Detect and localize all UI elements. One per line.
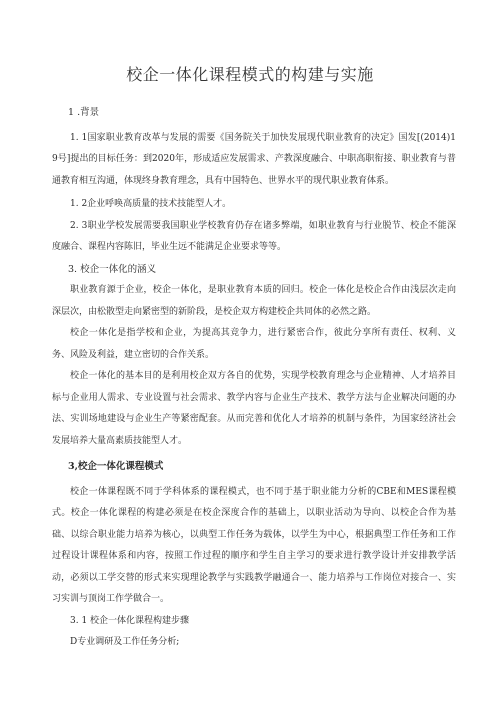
section-heading-background: 1 .背景 [68,107,100,118]
paragraph-meaning-1: 职业教育源于企业，校企一体化，是职业教育本质的回归。校企一体化是校企合作由浅层次走向深层次，由松散型走向紧密型的新阶段，是校企双方构建校企共同体的必然之路。 [52,285,456,317]
document-title: 校企一体化课程模式的构建与实施 [126,65,374,84]
subheading-construction-steps: 3. 1 校企一体化课程构建步骤 [70,615,190,626]
paragraph-course-model: 校企一体课程既不同于学科体系的课程模式，也不同于基于职业能力分析的CBE和MES课程模式。校企一体化课程的构建必须是在校企深度合作的基础上，以职业活动为导向、以校企合作为基础、以综合职业能力培养为核心，以典型工作任务为载体，以学生为中心，根据典型工作任务和工作过程设计课程体系和内容，按照工作过程的顺序和学生自主学习的要求进行教学设计并安排教学活动，必须以工学交替的形式来实现理论教学与实践教学融通合一、能力培养与工作岗位对接合一、实习实训与顶岗工作学做合一。 [52,486,456,604]
paragraph-meaning-2: 校企一体化是指学校和企业，为提高其竞争力，进行紧密合作，彼此分享所有责任、权利、义务、风险及利益，建立密切的合作关系。 [52,328,456,360]
paragraph-meaning-3: 校企一体化的基本目的是利用校企双方各自的优势，实现学校教育理念与企业精神、人才培养目标与企业用人需求、专业设置与社会需求、教学内容与企业生产技术、教学方法与企业解决问题的办法、实训场地建设与企业生产等紧密配套。从而完善和优化人才培养的机制与条件，为国家经济社会发展培养大量高素质技能型人才。 [52,371,456,446]
paragraph-1-2: 1. 2企业呼唤高质量的技术技能型人才。 [70,199,232,209]
document-body [52,102,456,654]
paragraph-2-3: 2. 3职业学校发展需要我国职业学校教育仍存在诸多弊端，如职业教育与行业脱节、校企不能深度融合、课程内容陈旧，毕业生远不能满足企业要求等等。 [52,220,456,252]
section-heading-meaning: 3. 校企一体化的涵义 [68,263,157,275]
list-item-step-1: D专业调研及工作任务分析; [70,637,180,647]
paragraph-1-1: 1. 1国家职业教育改革与发展的需要《国务院关于加快发展现代职业教育的决定》国发[(2014)19号]提出的目标任务：到2020年，形成适应发展需求、产教深度融合、中职高职衔接、职业教育与普通教育相互沟通，体现终身教育理念，具有中国特色、世界水平的现代职业教育体系。 [52,132,456,186]
section-heading-course-model: 3,校企一体化课程模式 [68,461,164,472]
